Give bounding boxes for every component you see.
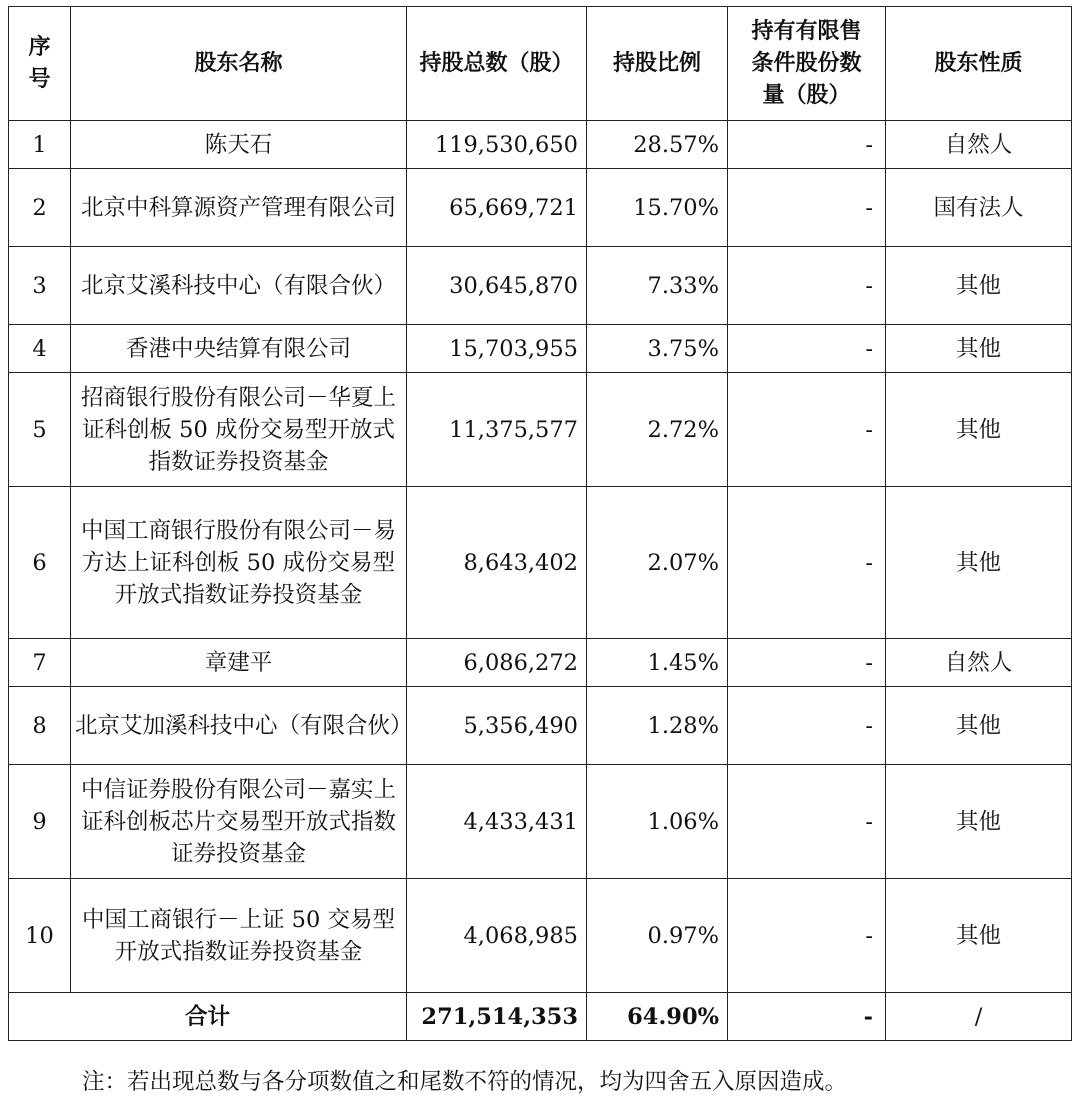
cell-name: 陈天石: [71, 121, 407, 169]
table-header-row: [9, 7, 1072, 121]
total-shares: 271,514,353: [407, 993, 587, 1041]
cell-restricted: -: [728, 121, 886, 169]
cell-nature: 其他: [886, 325, 1072, 373]
cell-shares: 11,375,577: [407, 373, 587, 487]
cell-name: 北京艾加溪科技中心（有限合伙）: [71, 687, 407, 765]
table-row: [9, 121, 1072, 169]
total-label: 合计: [9, 993, 407, 1041]
shareholder-table: [8, 6, 1072, 1041]
table-row: [9, 247, 1072, 325]
cell-ratio: 2.72%: [587, 373, 728, 487]
cell-shares: 119,530,650: [407, 121, 587, 169]
cell-restricted: -: [728, 373, 886, 487]
header-seq: 序号: [9, 7, 71, 121]
cell-shares: 6,086,272: [407, 639, 587, 687]
cell-ratio: 28.57%: [587, 121, 728, 169]
table-row: [9, 373, 1072, 487]
cell-seq: 2: [9, 169, 71, 247]
cell-ratio: 3.75%: [587, 325, 728, 373]
cell-restricted: -: [728, 639, 886, 687]
header-nature: 股东性质: [886, 7, 1072, 121]
cell-seq: 5: [9, 373, 71, 487]
table-row: [9, 687, 1072, 765]
cell-restricted: -: [728, 487, 886, 639]
cell-nature: 自然人: [886, 639, 1072, 687]
cell-shares: 4,433,431: [407, 765, 587, 879]
cell-restricted: -: [728, 169, 886, 247]
table-row: [9, 325, 1072, 373]
cell-nature: 其他: [886, 487, 1072, 639]
cell-ratio: 1.28%: [587, 687, 728, 765]
cell-name: 中信证券股份有限公司－嘉实上证科创板芯片交易型开放式指数证券投资基金: [71, 765, 407, 879]
cell-shares: 15,703,955: [407, 325, 587, 373]
cell-seq: 4: [9, 325, 71, 373]
cell-nature: 其他: [886, 765, 1072, 879]
cell-ratio: 15.70%: [587, 169, 728, 247]
cell-seq: 7: [9, 639, 71, 687]
table-row: [9, 879, 1072, 993]
cell-name: 香港中央结算有限公司: [71, 325, 407, 373]
cell-nature: 自然人: [886, 121, 1072, 169]
table-row: [9, 487, 1072, 639]
header-ratio: 持股比例: [587, 7, 728, 121]
cell-shares: 5,356,490: [407, 687, 587, 765]
cell-ratio: 0.97%: [587, 879, 728, 993]
cell-ratio: 7.33%: [587, 247, 728, 325]
cell-nature: 其他: [886, 687, 1072, 765]
cell-shares: 30,645,870: [407, 247, 587, 325]
cell-nature: 其他: [886, 879, 1072, 993]
cell-seq: 10: [9, 879, 71, 993]
total-ratio: 64.90%: [587, 993, 728, 1041]
cell-restricted: -: [728, 247, 886, 325]
cell-shares: 4,068,985: [407, 879, 587, 993]
cell-restricted: -: [728, 879, 886, 993]
total-restricted: -: [728, 993, 886, 1041]
cell-restricted: -: [728, 765, 886, 879]
cell-seq: 6: [9, 487, 71, 639]
cell-seq: 8: [9, 687, 71, 765]
cell-ratio: 1.45%: [587, 639, 728, 687]
cell-nature: 国有法人: [886, 169, 1072, 247]
cell-shares: 8,643,402: [407, 487, 587, 639]
header-restricted: 持有有限售条件股份数量（股）: [728, 7, 886, 121]
table-row: [9, 765, 1072, 879]
cell-name: 中国工商银行－上证 50 交易型开放式指数证券投资基金: [71, 879, 407, 993]
cell-seq: 3: [9, 247, 71, 325]
total-row: [9, 993, 1072, 1041]
cell-nature: 其他: [886, 247, 1072, 325]
cell-seq: 1: [9, 121, 71, 169]
footnote: 注：若出现总数与各分项数值之和尾数不符的情况，均为四舍五入原因造成。: [82, 1069, 848, 1095]
cell-ratio: 2.07%: [587, 487, 728, 639]
cell-shares: 65,669,721: [407, 169, 587, 247]
header-name: 股东名称: [71, 7, 407, 121]
cell-name: 北京艾溪科技中心（有限合伙）: [71, 247, 407, 325]
cell-name: 北京中科算源资产管理有限公司: [71, 169, 407, 247]
table-row: [9, 169, 1072, 247]
cell-name: 中国工商银行股份有限公司－易方达上证科创板 50 成份交易型开放式指数证券投资基金: [71, 487, 407, 639]
cell-nature: 其他: [886, 373, 1072, 487]
cell-name: 章建平: [71, 639, 407, 687]
table-row: [9, 639, 1072, 687]
total-nature: /: [886, 993, 1072, 1041]
cell-seq: 9: [9, 765, 71, 879]
cell-ratio: 1.06%: [587, 765, 728, 879]
cell-restricted: -: [728, 325, 886, 373]
header-shares: 持股总数（股）: [407, 7, 587, 121]
cell-restricted: -: [728, 687, 886, 765]
cell-name: 招商银行股份有限公司－华夏上证科创板 50 成份交易型开放式指数证券投资基金: [71, 373, 407, 487]
